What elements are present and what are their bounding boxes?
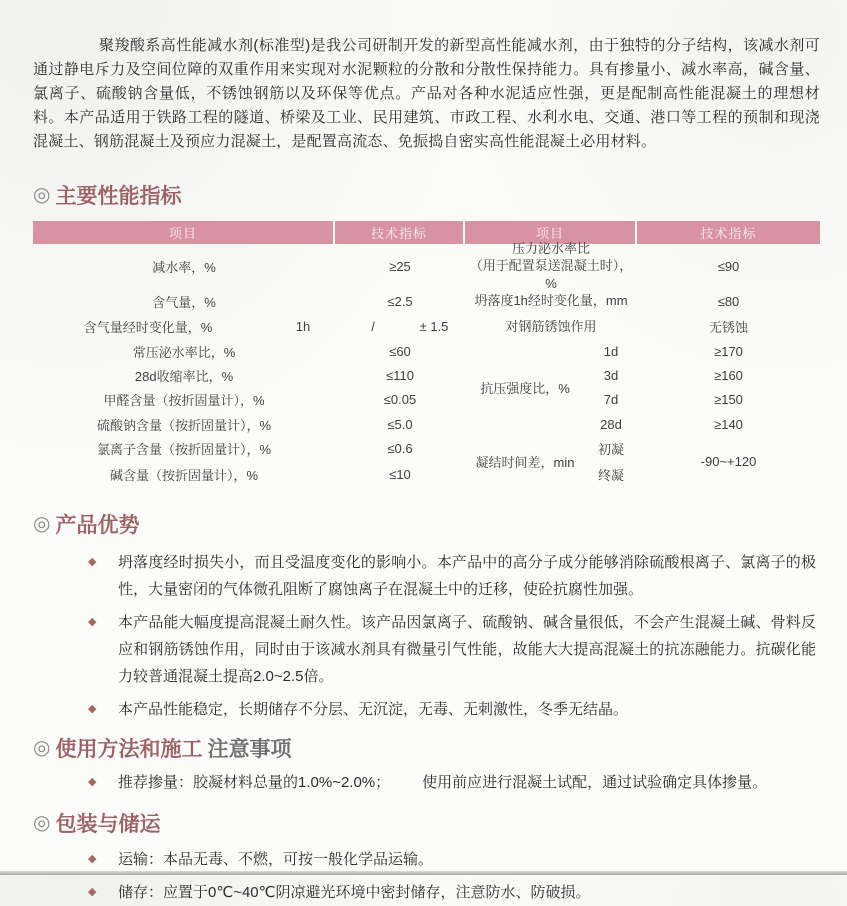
table-row xyxy=(465,314,820,339)
row-value: ± 1.5 xyxy=(419,319,449,334)
row-value: ≤5.0 xyxy=(387,416,413,432)
row-label xyxy=(465,240,637,291)
table-row xyxy=(33,436,465,461)
row-label: 减水率，% xyxy=(152,259,216,275)
table-row xyxy=(465,240,820,291)
rowgroup-values xyxy=(637,339,820,436)
advantages-list xyxy=(33,549,820,723)
diamond-bullet-icon: ◆ xyxy=(88,556,97,568)
list-item xyxy=(88,609,820,690)
table-body xyxy=(33,240,820,487)
row-label-line1: 压力泌水率比 xyxy=(511,240,590,256)
section-heading-usage xyxy=(33,733,820,763)
row-value: ≤0.6 xyxy=(387,441,413,456)
row-value: ≤10 xyxy=(389,466,411,482)
section-heading-performance xyxy=(33,180,820,210)
row-label: 甲醛含量（按折固量计），% xyxy=(103,393,265,408)
list-item xyxy=(88,846,820,873)
row-value: ≥150 xyxy=(714,392,743,407)
table-row xyxy=(33,339,465,363)
table-rowgroup-strength xyxy=(465,339,820,436)
section-marker-icon: ◎ xyxy=(33,812,51,834)
list-item xyxy=(88,879,820,906)
section-heading-packaging xyxy=(33,808,820,838)
section-title: 包装与储运 xyxy=(55,813,161,836)
row-value: ≤90 xyxy=(717,258,740,274)
section-title-tail: 注意事项 xyxy=(207,738,292,761)
row-value: ≤110 xyxy=(386,367,414,383)
table-row xyxy=(33,314,465,339)
row-value: ≥25 xyxy=(389,258,411,274)
row-label: 碱含量（按折固量计），% xyxy=(109,467,259,483)
section-title: 主要性能指标 xyxy=(55,185,182,208)
diamond-bullet-icon: ◆ xyxy=(88,776,97,788)
row-label-line2: （用于配置泵送混凝土时），% xyxy=(469,258,633,291)
trial-note-text: 使用前应进行混凝土试配，通过试验确定具体掺量。 xyxy=(422,774,768,791)
row-value: ≥170 xyxy=(714,343,743,359)
age-label: 28d xyxy=(600,416,622,432)
list-item-text: 本产品性能稳定，长期储存不分层、无沉淀，无毒、无刺激性，冬季无结晶。 xyxy=(118,701,629,718)
intro-paragraph: 聚羧酸系高性能减水剂(标准型)是我公司研制开发的新型高性能减水剂，由于独特的分子结构，该减水剂可通过静电斥力及空间位障的双重作用来实现对水泥颗粒的分散和分散性保持能力。具有掺量小、减水率高，碱含量、氯离子、硫酸钠含量低，不锈蚀钢筋以及环保等优点。产品对各种水泥适应性强，更是配制高性能混凝土的理想材料。本产品适用于铁路工程的隧道、桥梁及工业、民用建筑、市政工程、水利水电、交通、港口等工程的预制和现浇混凝土、钢筋混凝土及预应力混凝土，是配置高流态、免振捣自密实高性能混凝土必用材料。 xyxy=(33,37,820,150)
row-label: 硫酸钠含量（按折固量计），% xyxy=(96,417,272,433)
age-label: 7d xyxy=(603,392,619,407)
row-value: ≤60 xyxy=(389,343,411,359)
table-row xyxy=(33,288,465,314)
row-value: ≤0.05 xyxy=(383,392,417,407)
table-header-cell: 项目 xyxy=(465,221,635,244)
section-title-main: 使用方法和施工 xyxy=(55,738,203,761)
table-header-row xyxy=(33,221,820,244)
transport-text: 运输：本品无毒、不燃，可按一般化学品运输。 xyxy=(118,851,434,868)
usage-text xyxy=(118,769,816,796)
table-row xyxy=(465,288,820,314)
table-header-cell: 项目 xyxy=(33,221,333,244)
diamond-bullet-icon: ◆ xyxy=(88,853,97,865)
diamond-bullet-icon: ◆ xyxy=(88,703,97,715)
row-label: 对钢筋锈蚀作用 xyxy=(505,318,597,334)
age-label: 1d xyxy=(603,343,619,359)
table-header-cell: 技术指标 xyxy=(637,221,820,244)
performance-table xyxy=(33,221,820,487)
table-row xyxy=(33,412,465,436)
row-label: 坍落度1h经时变化量，mm xyxy=(474,293,628,309)
row-slash: / xyxy=(371,319,375,334)
table-left-half xyxy=(33,244,465,487)
age-label: 3d xyxy=(603,367,619,383)
table-row xyxy=(33,461,465,487)
row-value: 无锈蚀 xyxy=(708,320,748,335)
table-header-cell: 技术指标 xyxy=(335,221,463,244)
row-time: 1h xyxy=(295,319,311,334)
row-value: ≤80 xyxy=(717,293,740,309)
table-row xyxy=(33,387,465,412)
storage-text: 储存：应置于0℃~40℃阴凉避光环境中密封储存，注意防水、防破损。 xyxy=(118,884,591,901)
table-rowgroup-setting-time xyxy=(465,436,820,487)
usage-item xyxy=(88,769,820,796)
rowgroup-label: 抗压强度比，% xyxy=(480,381,570,396)
section-marker-icon: ◎ xyxy=(33,184,51,206)
row-value: ≤2.5 xyxy=(387,293,413,309)
section-marker-icon: ◎ xyxy=(33,737,51,759)
diamond-bullet-icon: ◆ xyxy=(88,616,97,628)
phase-label: 终凝 xyxy=(597,467,624,483)
scan-bottom-edge xyxy=(0,871,847,875)
row-label: 28d收缩率比，% xyxy=(134,368,234,384)
row-value: ≥140 xyxy=(714,416,743,432)
rowgroup-ages xyxy=(585,339,637,436)
table-right-half xyxy=(465,240,820,487)
list-item xyxy=(88,696,820,723)
section-heading-advantages xyxy=(33,509,820,539)
dosage-text: 推荐掺量：胶凝材料总量的1.0%~2.0%； xyxy=(118,774,391,791)
table-row xyxy=(33,244,465,288)
list-item xyxy=(88,549,820,603)
section-marker-icon: ◎ xyxy=(33,513,51,535)
row-value: ≥160 xyxy=(714,367,743,383)
row-label: 氯离子含量（按折固量计），% xyxy=(96,442,272,457)
rowgroup-phases xyxy=(585,436,637,487)
row-label: 常压泌水率比，% xyxy=(132,344,236,360)
phase-label: 初凝 xyxy=(597,442,624,457)
row-label: 含气量经时变化量，% xyxy=(83,320,213,335)
table-row xyxy=(33,363,465,387)
row-label: 含气量，% xyxy=(152,294,216,310)
rowgroup-label: 凝结时间差，min xyxy=(475,455,575,470)
list-item-text: 本产品能大幅度提高混凝土耐久性。该产品因氯离子、硫酸钠、碱含量很低，不会产生混凝土碱、骨料反应和钢筋锈蚀作用，同时由于该减水剂具有微量引气性能，故能大大提高混凝土的抗冻融能力。抗碳化能力较普通混凝土提高2.0~2.5倍。 xyxy=(118,614,816,685)
diamond-bullet-icon: ◆ xyxy=(88,886,97,898)
list-item-text: 坍落度经时损失小，而且受温度变化的影响小。本产品中的高分子成分能够消除硫酸根离子、氯离子的极性，大量密闭的气体微孔阻断了腐蚀离子在混凝土中的迁移，使砼抗腐性加强。 xyxy=(118,554,816,598)
section-title: 产品优势 xyxy=(55,514,140,537)
row-value: -90~+120 xyxy=(700,454,757,469)
